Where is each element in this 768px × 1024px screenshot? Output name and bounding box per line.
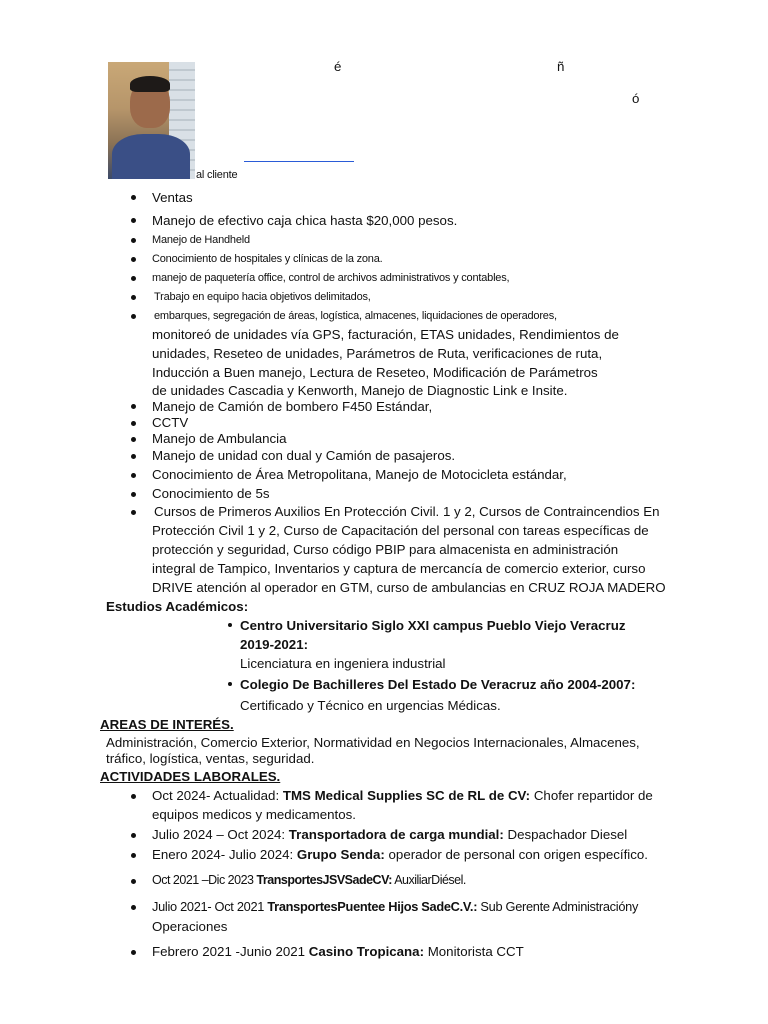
list-item: Trabajo en equipo hacia objetivos delimitados,	[154, 291, 371, 303]
work-item	[152, 826, 627, 843]
bullet	[131, 879, 136, 884]
work-item	[152, 787, 653, 804]
list-item: CCTV	[152, 415, 189, 430]
bullet	[131, 794, 136, 799]
work-period: Febrero 2021 -Junio 2021	[152, 944, 306, 959]
bullet	[228, 623, 232, 627]
bullet	[131, 238, 136, 243]
list-item: Manejo de Ambulancia	[152, 431, 287, 446]
work-company: TransportesJSVSadeCV:	[256, 873, 392, 887]
bullet	[131, 195, 136, 200]
bullet	[131, 833, 136, 838]
work-item	[152, 872, 466, 889]
work-period: Julio 2021- Oct 2021	[152, 899, 265, 914]
work-item	[152, 898, 638, 915]
work-item	[152, 943, 524, 960]
interests-text: Administración, Comercio Exterior, Normatividad en Negocios Internacionales, Almacenes,	[106, 735, 640, 750]
bullet	[131, 421, 136, 426]
work-heading: ACTIVIDADES LABORALES.	[100, 769, 281, 784]
bullet	[131, 950, 136, 955]
list-item-cont: protección y seguridad, Curso código PBIP para almacenista en administración	[152, 542, 619, 557]
bullet	[131, 853, 136, 858]
list-item: embarques, segregación de áreas, logística, almacenes, liquidaciones de operadores,	[154, 310, 557, 322]
list-item-cont: Protección Civil 1 y 2, Curso de Capacitación del personal con tareas específicas de	[152, 523, 649, 538]
bullet	[131, 454, 136, 459]
profile-photo	[108, 62, 195, 179]
list-item: Conocimiento de Área Metropolitana, Manejo de Motocicleta estándar,	[152, 467, 567, 482]
work-role: Chofer repartidor de	[533, 788, 653, 803]
bullet	[131, 276, 136, 281]
work-period: Oct 2024- Actualidad:	[152, 788, 280, 803]
work-role-cont: equipos medicos y medicamentos.	[152, 807, 356, 822]
bullet	[131, 295, 136, 300]
work-item	[152, 846, 648, 863]
interests-text: tráfico, logística, ventas, seguridad.	[106, 751, 315, 766]
work-role: operador de personal con origen específico.	[388, 847, 648, 862]
bullet	[131, 510, 136, 515]
education-school: Centro Universitario Siglo XXI campus Pueblo Viejo Veracruz	[240, 618, 626, 633]
work-company: TMS Medical Supplies SC de RL de CV:	[282, 788, 531, 803]
list-item: Manejo de Handheld	[152, 234, 250, 246]
education-heading: Estudios Académicos:	[106, 599, 249, 614]
work-role: Monitorista CCT	[427, 944, 524, 959]
header-char-o: ó	[632, 91, 640, 106]
bullet	[131, 905, 136, 910]
list-item: Conocimiento de 5s	[152, 486, 270, 501]
work-company: Grupo Senda:	[296, 847, 385, 862]
list-item: Cursos de Primeros Auxilios En Protección Civil. 1 y 2, Cursos de Contraincendios En	[154, 504, 660, 519]
work-role-cont: Operaciones	[152, 919, 228, 934]
bullet	[131, 257, 136, 262]
work-period: Julio 2024 – Oct 2024:	[152, 827, 286, 842]
work-company: Transportadora de carga mundial:	[288, 827, 504, 842]
education-years: 2019-2021:	[240, 637, 309, 652]
bullet	[131, 473, 136, 478]
bullet	[131, 492, 136, 497]
education-degree: Certificado y Técnico en urgencias Médicas.	[240, 698, 501, 713]
list-item: Manejo de efectivo caja chica hasta $20,000 pesos.	[152, 213, 458, 228]
list-item-cont: monitoreó de unidades vía GPS, facturación, ETAS unidades, Rendimientos de	[152, 327, 619, 342]
header-char-e: é	[334, 59, 342, 74]
bullet	[131, 404, 136, 409]
education-school: Colegio De Bachilleres Del Estado De Veracruz año 2004-2007:	[240, 677, 636, 692]
bullet	[131, 437, 136, 442]
work-company: TransportesPuentee Hijos SadeC.V.:	[267, 899, 478, 914]
list-item-cont: unidades, Reseteo de unidades, Parámetros de Ruta, verificaciones de ruta,	[152, 346, 603, 361]
work-role: Despachador Diesel	[507, 827, 628, 842]
list-item-cont: Inducción a Buen manejo, Lectura de Reseteo, Modificación de Parámetros	[152, 365, 598, 380]
work-period: Enero 2024- Julio 2024:	[152, 847, 294, 862]
bullet	[131, 218, 136, 223]
bullet	[131, 314, 136, 319]
list-item-cont: integral de Tampico, Inventarios y captura de mercancía de comercio exterior, curso	[152, 561, 646, 576]
list-item-cont: DRIVE atención al operador en GTM, curso de ambulancias en CRUZ ROJA MADERO	[152, 580, 666, 595]
list-item: Manejo de unidad con dual y Camión de pasajeros.	[152, 448, 456, 463]
education-degree: Licenciatura en ingeniera industrial	[240, 656, 446, 671]
bullet	[228, 682, 232, 686]
work-role: AuxiliarDiésel.	[394, 873, 466, 887]
interests-heading: AREAS DE INTERÉS.	[100, 717, 234, 732]
header-char-n: ñ	[557, 59, 565, 74]
list-item: Conocimiento de hospitales y clínicas de la zona.	[152, 253, 383, 265]
work-role: Sub Gerente Administracióny	[480, 899, 639, 914]
email-link-underline[interactable]	[244, 161, 354, 162]
work-company: Casino Tropicana:	[308, 944, 424, 959]
al-cliente-text: al cliente	[196, 169, 238, 181]
list-item: Ventas	[152, 190, 193, 205]
list-item: Manejo de Camión de bombero F450 Estándar,	[152, 399, 433, 414]
list-item: manejo de paquetería office, control de archivos administrativos y contables,	[152, 272, 510, 284]
list-item-cont: de unidades Cascadia y Kenworth, Manejo de Diagnostic Link e Insite.	[152, 383, 568, 398]
work-period: Oct 2021 –Dic 2023	[152, 873, 254, 887]
